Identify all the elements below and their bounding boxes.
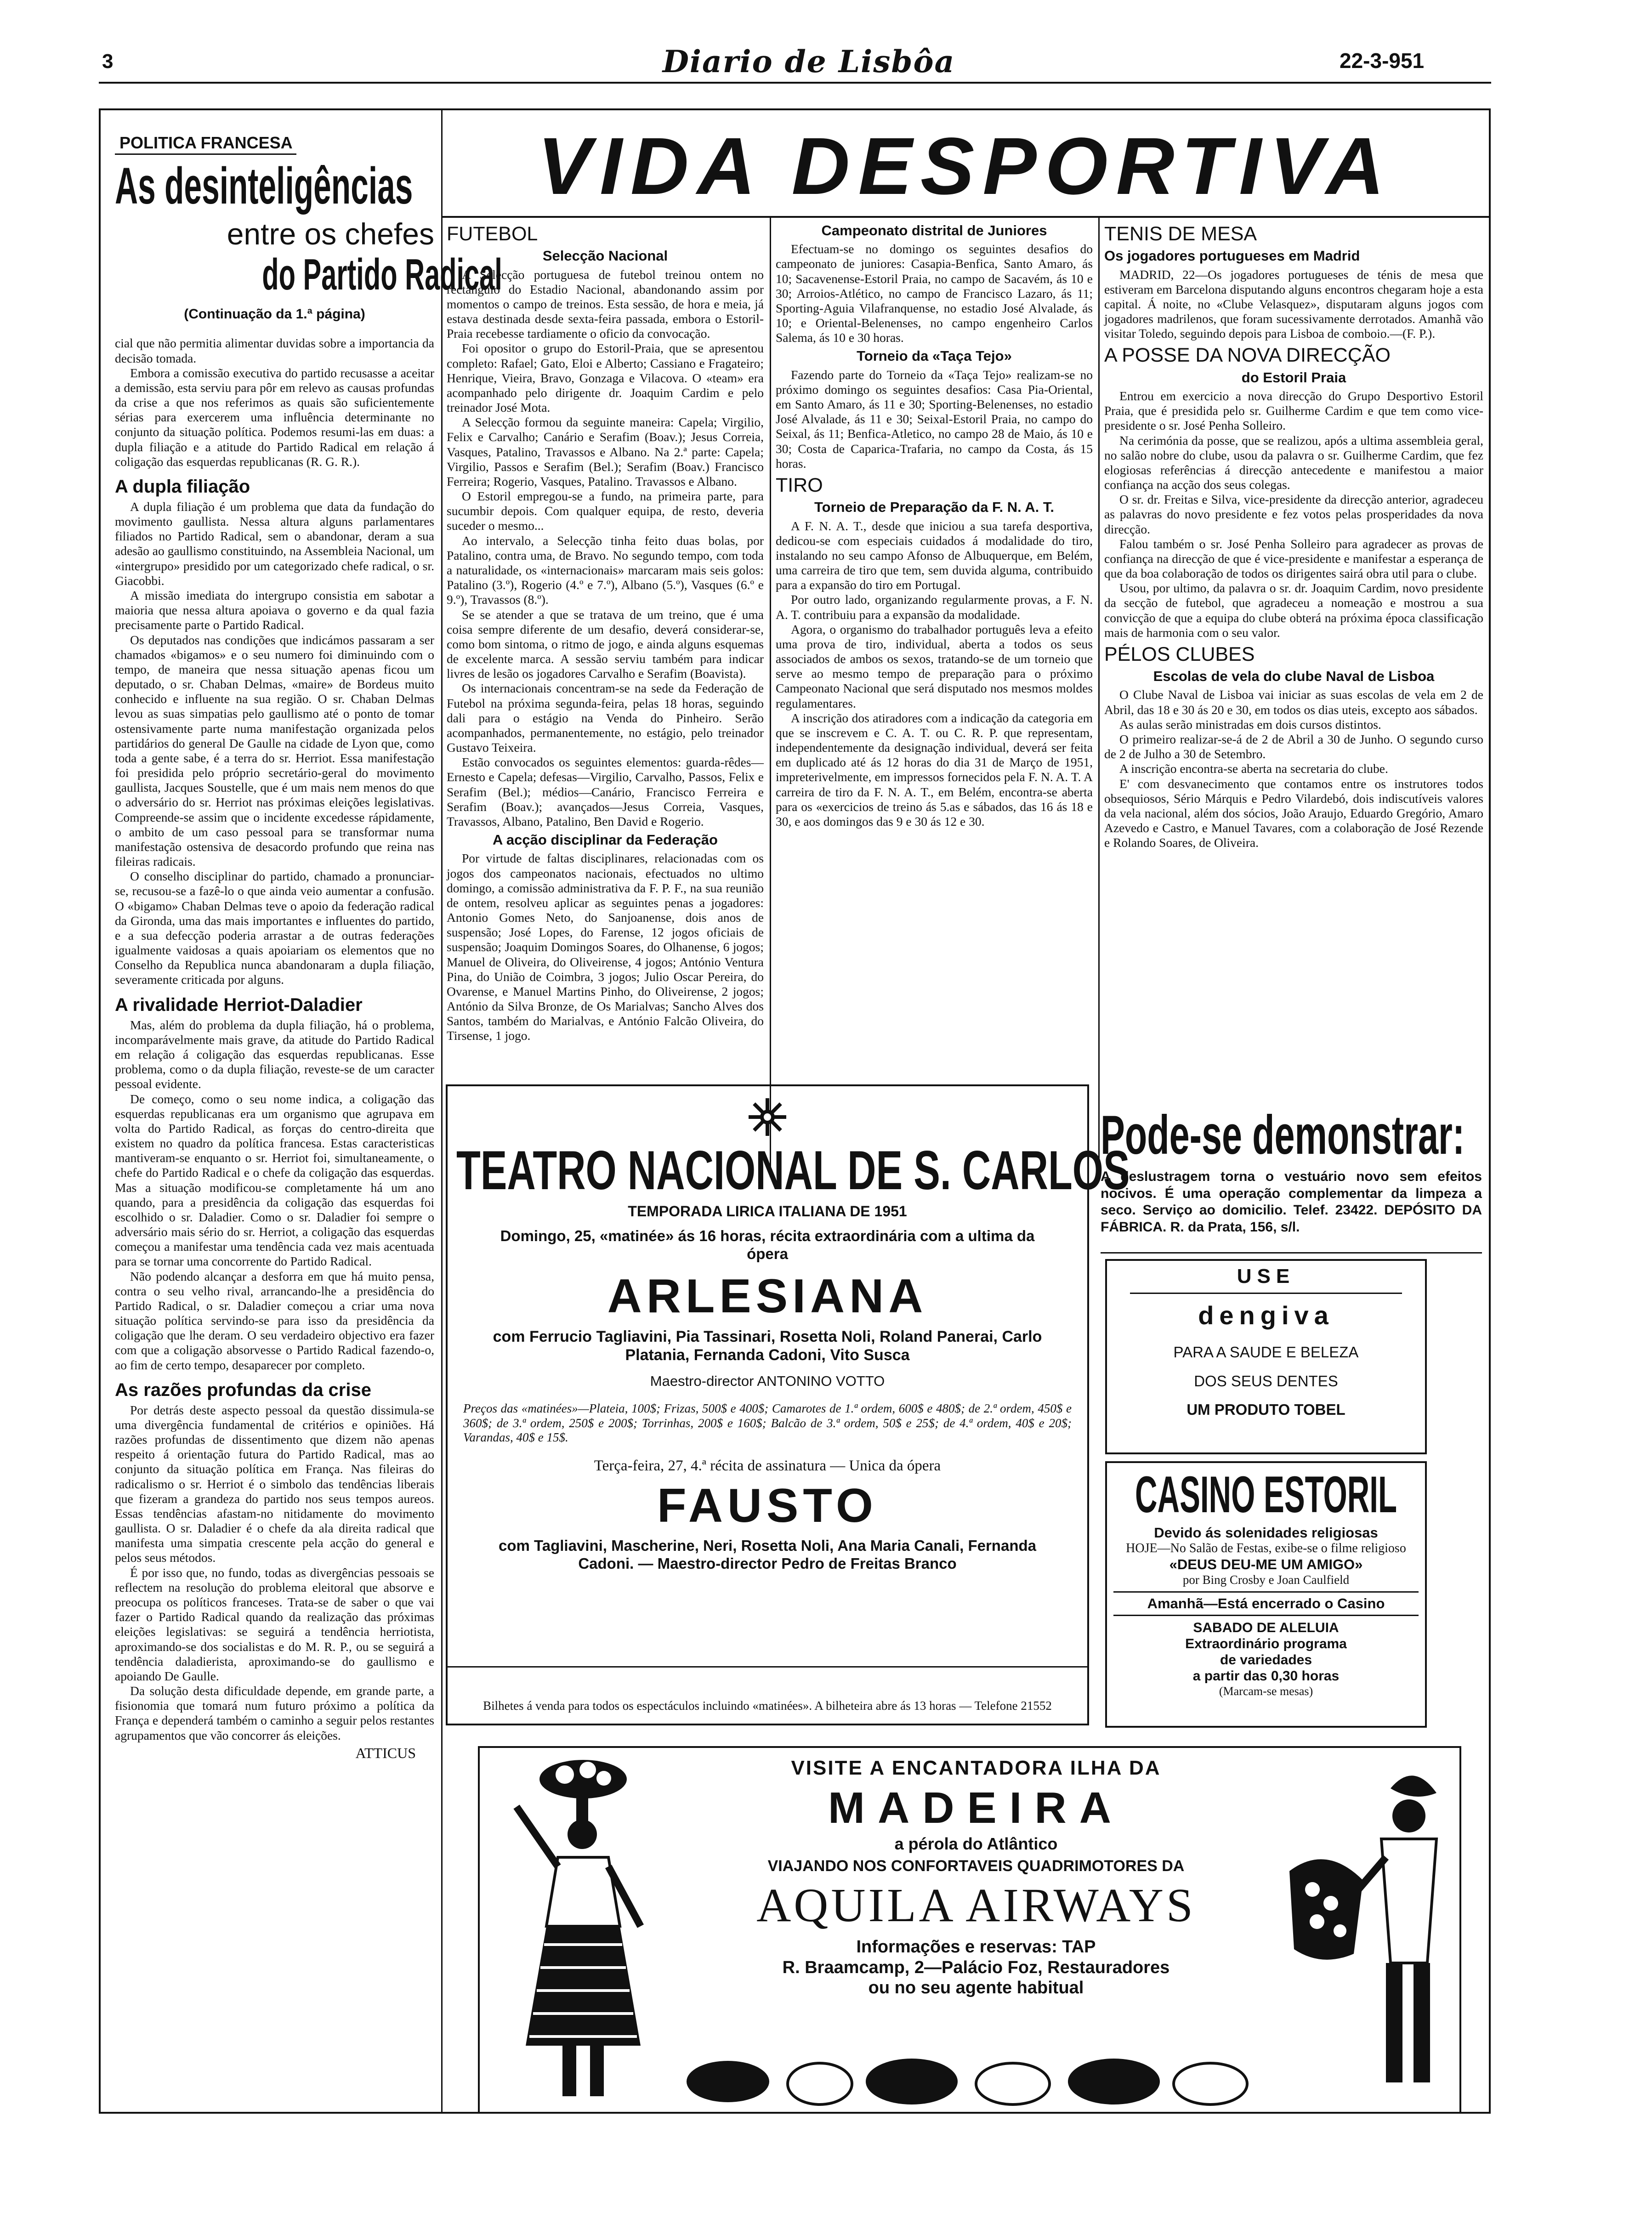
politics-paragraph: Da solução desta dificuldade depende, em grande parte, a fisionomia que tomará num futuro próximo a política da França e dependerá também o caminho a seguir pelos restantes agrupamentos que vão concorrer ás eleições. xyxy=(115,1684,434,1742)
politics-headline-3-wrap xyxy=(115,250,502,300)
ad-madeira-airline: AQUILA AIRWAYS xyxy=(756,1878,1196,1932)
sports-paragraph: Falou também o sr. José Penha Solleiro para agradecer as provas de confiança na direcção de que é vice-presidente e manifestar a esperança de que da boa colaboração de todos os dirigentes sairá obra util para o clube. xyxy=(1104,536,1483,581)
column-rule-2 xyxy=(1098,217,1100,1177)
sports-paragraph: O primeiro realizar-se-á de 2 de Abril a 30 de Junho. O segundo curso de 2 de Julho a 30 de Setembro. xyxy=(1104,732,1483,761)
politics-headline-1: As desinteligências xyxy=(115,157,413,215)
ad-casino-line-6: SABADO DE ALELUIA xyxy=(1193,1620,1339,1636)
ad-madeira xyxy=(478,1746,1461,2114)
ad-teatro-opera-2: FAUSTO xyxy=(657,1479,878,1533)
ad-madeira-line-3: VIAJANDO NOS CONFORTAVEIS QUADRIMOTORES DA xyxy=(767,1857,1185,1875)
ad-teatro-cast-1: com Ferrucio Tagliavini, Pia Tassinari, Rosetta Noli, Roland Panerai, Carlo Platania, Fernanda Cadoni, Vito Susca xyxy=(493,1328,1042,1364)
sports-column-3 xyxy=(1104,220,1483,1175)
sports-paragraph: Ao intervalo, a Selecção tinha feito duas bolas, por Patalino, contra uma, de Bravo. No segundo tempo, com toda a naturalidade, os «internacionais» marcaram mais seis golos: Patalino (3.º), Rogerio (4.º e 7.º), Albano (5.º), Vasques (6.º e 9.º), Travassos (8.º). xyxy=(447,533,764,607)
politics-paragraph: É por isso que, no fundo, todas as divergências pessoais se reflectem na resolução do problema eleitoral que absorve e preocupa os políticos franceses. Trata-se de saber o que vai fazer o Partido Radical quando da realização das próximas eleições legislativas: se seguirá a tendência herriotista, aproximando-se dos socialistas e do M. R. P., ou se seguirá a tendência daladierista, aproximando-se do gaullismo e apoiando De Gaulle. xyxy=(115,1565,434,1683)
sports-paragraph: Efectuam-se no domingo os seguintes desafios do campeonato de juniores: Casapia-Benfica, Santo Amaro, ás 10; Sacavenense-Estoril Praia, no campo de Sacavém, ás 10 e 30; Arroios-Atlético, no campo de Francisco Lazaro, ás 11; Sporting-Aguia Vilafranquense, no estadio José Alvalade, ás 10; e Oriental-Belenenses, no campo engenheiro Carlos Salema, ás 10 e 30 horas. xyxy=(776,242,1093,345)
ad-dengiva-line-2: DOS SEUS DENTES xyxy=(1194,1372,1338,1390)
sports-subheading: Torneio da «Taça Tejo» xyxy=(857,348,1012,364)
politics-subheading: A dupla filiação xyxy=(115,476,250,497)
sports-paragraph: A Selecção portuguesa de futebol treinou ontem no rectangulo do Estadio Nacional, abandonando assim por momentos o campo de treinos. Esta sessão, de hora e meia, já estava destinada desde sexta-feira passada, embora o Estoril-Praia recebesse tardiamente o oficio da convocação. xyxy=(447,267,764,341)
ad-teatro-season: TEMPORADA LIRICA ITALIANA DE 1951 xyxy=(628,1203,907,1220)
sports-column-1 xyxy=(447,220,764,1175)
sports-paragraph: Fazendo parte do Torneio da «Taça Tejo» realizam-se no próximo domingo os seguintes desafios: Casa Pia-Oriental, em Santo Amaro, ás 11 e 30; Sporting-Belenenses, no estadio José Alvalade, ás 11 e 30; Seixal-Estoril Praia, no campo do Seixal, ás 11; Benfica-Atletico, no campo 28 de Maio, ás 10 e 30; Costa de Caparica-Trafaria, no campo da Costa, ás 15 horas. xyxy=(776,367,1093,471)
ad-casino-line-7: Extraordinário programa xyxy=(1185,1636,1347,1652)
sports-paragraph: O Clube Naval de Lisboa vai iniciar as suas escolas de vela em 2 de Abril, das 18 e 30 ás 20 e 30, em todos os dias uteis, excepto aos sábados. xyxy=(1104,687,1483,717)
ad-madeira-text xyxy=(682,1756,1270,2050)
sports-subheading: Escolas de vela do clube Naval de Lisboa xyxy=(1153,668,1435,685)
sports-section-heading: TIRO xyxy=(776,474,823,496)
sports-paragraph: Entrou em exercicio a nova direcção do Grupo Desportivo Estoril Praia, que é presidida pelo sr. Guilherme Cardim e que tem como vice-presidente o sr. José Penha Solleiro. xyxy=(1104,388,1483,433)
politics-kicker: POLITICA FRANCESA xyxy=(115,133,296,155)
sports-subheading: do Estoril Praia xyxy=(1241,369,1346,386)
ad-teatro-opera-1: ARLESIANA xyxy=(607,1269,928,1323)
ad-casino-title: CASINO ESTORIL xyxy=(1135,1466,1397,1523)
ad-dengiva-brand: dengiva xyxy=(1198,1301,1334,1330)
ad-casino-line-9: a partir das 0,30 horas xyxy=(1192,1668,1340,1684)
ad-teatro-tickets: Bilhetes á venda para todos os espectáculos incluindo «matinées». A bilheteira abre ás 13 horas — Telefone 21552 xyxy=(483,1699,1052,1713)
politics-paragraph: A dupla filiação é um problema que data da fundação do movimento gaullista. Nessa altura alguns parlamentares filiados no Partido Radical, sem o abandonar, deram a sua adesão ao gaullismo constituindo, na Assembleia Nacional, um «intergrupo» presidido por um categorizado chefe radical, o sr. Giacobbi. xyxy=(115,499,434,588)
sports-paragraph: Se se atender a que se tratava de um treino, que é uma coisa sempre diferente de um desafio, deverá considerar-se, como bom sintoma, o ritmo de jogo, e ainda alguns esquemas de excelente marca. A sessão serviu também para indicar livres de lesão os jogadores Carvalho e Serafim (Boavista). xyxy=(447,607,764,681)
sports-paragraph: A F. N. A. T., desde que iniciou a sua tarefa desportiva, dedicou-se com especiais cuidados á modalidade do tiro, instalando no seu campo Afonso de Albuquerque, em Belém, uma carreira de tiro que tem, sem duvida alguma, contribuido para a expansão do tiro em Portugal. xyxy=(776,518,1093,592)
ad-madeira-line-4: Informações e reservas: TAP xyxy=(856,1937,1096,1957)
politics-headline xyxy=(115,159,434,214)
frame-right xyxy=(1489,109,1491,2113)
sports-paragraph: A inscrição encontra-se aberta na secretaria do clube. xyxy=(1119,761,1388,776)
politics-paragraph: cial que não permitia alimentar duvidas sobre a importancia da decisão tomada. xyxy=(115,336,434,365)
ad-teatro-title: TEATRO NACIONAL DE S. CARLOS xyxy=(456,1140,1130,1201)
ad-madeira-line-5: R. Braamcamp, 2—Palácio Foz, Restauradores xyxy=(782,1957,1170,1977)
ad-teatro-when-1: Domingo, 25, «matinée» ás 16 horas, récita extraordinária com a ultima da ópera xyxy=(500,1227,1035,1263)
sports-paragraph: MADRID, 22—Os jogadores portugueses de ténis de mesa que estiveram em Barcelona disputando alguns encontros chegaram hoje a esta capital. Á noite, no «Clube Velasquez», disputaram alguns jogos com jogadores madrilenos, que foram sucessivamente derrotados. Amanhã vão visitar Toledo, seguindo depois para Lisboa de comboio.—(F. P.). xyxy=(1104,267,1483,341)
ad-madeira-line-1: VISITE A ENCANTADORA ILHA DA xyxy=(791,1757,1161,1779)
sports-subheading: Campeonato distrital de Juniores xyxy=(821,222,1047,238)
sports-section-heading: TENIS DE MESA xyxy=(1104,223,1257,245)
sports-paragraph: O Estoril empregou-se a fundo, na primeira parte, para sucumbir depois. Com qualquer equipa, de resto, deveria suceder o mesmo... xyxy=(447,489,764,533)
frame-left xyxy=(99,109,101,2113)
politics-headline-2: entre os chefes xyxy=(227,217,434,251)
sports-paragraph: Por virtude de faltas disciplinares, relacionadas com os jogos dos campeonatos nacionais, efectuados no ultimo domingo, a comissão administrativa da F. P. F., na sua reunião de ontem, resolveu aplicar as seguintes penas a jogadores: Antonio Gomes Neto, do Sanjoanense, dois anos de suspensão; José Lopes, do Farense, 12 jogos oficiais de suspensão; Joaquim Domingos Soares, do Olhanense, 6 jogos; Manuel de Oliveira, do Oliveirense, 4 jogos; António Ventura Pina, do União de Coimbra, 3 jogos; Julio Oscar Pereira, do Ovarense, e Manuel Martins Pinho, do Oliveirense, 2 jogos; António da Silva Bronze, de Os Marialvas; Sancho Alves dos Santos, também do Marialvas, e António Falcão Oliveira, do Tirsense, 1 jogo. xyxy=(447,851,764,1043)
ad-teatro-when-2: Terça-feira, 27, 4.ª récita de assinatura — Unica da ópera xyxy=(594,1457,941,1474)
ad-dengiva-use: USE xyxy=(1130,1265,1402,1294)
sports-paragraph: O sr. dr. Freitas e Silva, vice-presidente da direcção anterior, agradeceu as palavras do novo presidente e fez votos pelas prosperidades da nova direcção. xyxy=(1104,492,1483,536)
ad-casino-line-8: de variedades xyxy=(1220,1652,1312,1668)
column-rule-1 xyxy=(770,217,771,1177)
ad-teatro-prices: Preços das «matinées»—Plateia, 100$; Frizas, 500$ e 400$; Camarotes de 1.ª ordem, 600$ e 480$; de 2.ª ordem, 450$ e 360$; de 3.ª ordem, 250$ e 200$; Torrinhas, 200$ e 160$; Balcão de 3.ª ordem, 50$ e 25$; de 4.ª ordem, 40$ e 20$; Varandas, 40$ e 15$. xyxy=(463,1401,1072,1445)
ad-casino-line-10: (Marcam-se mesas) xyxy=(1219,1684,1313,1698)
ad-casino-line-1: Devido ás solenidades religiosas xyxy=(1154,1525,1378,1541)
ad-madeira-line-6: ou no seu agente habitual xyxy=(868,1978,1084,1998)
sports-paragraph: A Selecção formou da seguinte maneira: Capela; Virgilio, Felix e Carvalho; Canário e Serafim (Boav.); Jesus Correia, Vasques, Patalino, Travassos e Albano. Na 2.ª parte: Capela; Virgilio, Passos e Serafim (Bel.); Serafim (Boav.) Francisco Ferreira; Rogerio, Vasques, Patalino. Travassos e Albano. xyxy=(447,415,764,488)
sports-banner: VIDA DESPORTIVA xyxy=(537,121,1393,211)
politics-subheading: A rivalidade Herriot-Daladier xyxy=(115,994,363,1015)
politics-paragraph: Os deputados nas condições que indicámos passaram a ser chamados «bigamos» e o seu numero foi diminuindo com o tempo, de maneira que nessa situação apenas ficou um deputado, o sr. Chaban Delmas, «maire» de Bordeus muito conhecido e influente na sua região. O sr. Chaban Delmas levou as suas simpatias pelo gaullismo até o ponto de tomar ostensivamente parte numa manifestação organizada pelos partidários do general De Gaulle na cidade de Lyon que, como toda a gente sabe, é a terra do sr. Herriot. Essa manifestação foi presidida pelo próprio secretário-geral do movimento gaullista, Jacques Soustelle, que é um mais nem menos do que o adversário do sr. Herriot nas próximas eleições legislativas. Compreende-se assim que o incidente excedesse rápidamente, o ambito de um caso pessoal para se transformar numa manifestação ostensiva de desacordo profundo que reina nas fileiras radicais. xyxy=(115,632,434,869)
sports-subheading: A acção disciplinar da Federação xyxy=(493,832,718,848)
politics-signature: ATTICUS xyxy=(355,1744,416,1761)
ad-teatro-divider xyxy=(448,1666,1087,1668)
sports-paragraph: Por outro lado, organizando regularmente provas, a F. N. A. T. contribuiu para a expansão da modalidade. xyxy=(776,592,1093,622)
ad-demonstrar-title-wrap xyxy=(1101,1105,1482,1165)
ad-teatro-title-wrap xyxy=(456,1140,1130,1201)
page-number: 3 xyxy=(102,50,114,73)
sports-section-heading: A POSSE DA NOVA DIRECÇÃO xyxy=(1104,344,1391,367)
column-rule-politics xyxy=(441,109,443,2113)
fruit-illustration xyxy=(673,2040,1270,2109)
frame-bottom xyxy=(99,2112,1491,2114)
politics-paragraph: O conselho disciplinar do partido, chamado a pronunciar-se, recusou-se a fazê-lo o que ainda veio aumentar a confusão. O «bigamo» Chaban Delmas teve o apoio da federação radical da Gironda, uma das mais importantes e influentes do partido, e a sua defecção poderia arrastar a de outras federações igualmente vaidosas a quais apoiariam os elementos que no Conselho da Republica nunca abandonaram a dupla filiação, severamente criticada por alguns. xyxy=(115,869,434,987)
politics-subheading: As razões profundas da crise xyxy=(115,1379,371,1400)
sports-paragraph: As aulas serão ministradas em dois cursos distintos. xyxy=(1119,717,1381,732)
ad-casino-line-3: «DEUS DEU-ME UM AMIGO» xyxy=(1169,1556,1363,1573)
politics-paragraph: Mas, além do problema da dupla filiação, há o problema, incomparávelmente mais grave, da atitude do Partido Radical em relação á coligação das esquerdas republicanas. Esse problema, como o da dupla filiação, reveste-se de um caracter pessoal evidente. xyxy=(115,1017,434,1091)
masthead: Diario de Lisbôa xyxy=(662,44,955,79)
issue-date: 22-3-951 xyxy=(1340,49,1425,73)
ad-dengiva xyxy=(1105,1259,1427,1454)
politics-paragraph: Por detrás deste aspecto pessoal da questão dissimula-se uma divergência fundamental de critérios e opiniões. Há razões profundas de dissentimento que dizem não apenas respeito á orientação futura do Partido Radical, mas ao conjunto da situação política em França. Nas fileiras do radicalismo o sr. Herriot é o simbolo das tendências liberais que fizeram a grandeza do partido nos seus tempos aureos. Essas tendências afastam-no nitidamente do movimento gaullista. O sr. Daladier é o chefe da ala direita radical que manifesta uma simpatia crescente pela acção do general e pelos seus métodos. xyxy=(115,1402,434,1565)
ad-casino-line-2: HOJE—No Salão de Festas, exibe-se o filme religioso xyxy=(1126,1541,1406,1556)
ad-casino xyxy=(1105,1461,1427,1728)
ad-teatro xyxy=(446,1084,1130,1725)
ad-dengiva-line-1: PARA A SAUDE E BELEZA xyxy=(1173,1343,1359,1361)
sports-paragraph: Os internacionais concentram-se na sede da Federação de Futebol na próxima segunda-feira, pelas 18 horas, seguindo dali para o estágio na Venda do Pinheiro. Serão acompanhados, permanentemente, no estágio, pelo treinador Gustavo Teixeira. xyxy=(447,681,764,755)
sports-paragraph: Foi opositor o grupo do Estoril-Praia, que se apresentou completo: Rafael; Gato, Eloi e Alberto; Cassiano e Fragateiro; Henrique, Vieira, Bravo, Gonzaga e Vilacova. O «team» era acompanhado pelo dirigente dr. Joaquim Cardim e pelo treinador José Mota. xyxy=(447,341,764,415)
madeira-woman-illustration xyxy=(489,1752,682,2110)
ad-dengiva-line-3: UM PRODUTO TOBEL xyxy=(1186,1401,1345,1418)
sports-subheading: Os jogadores portugueses em Madrid xyxy=(1104,248,1360,264)
ad-demonstrar xyxy=(1101,1105,1482,1252)
madeira-man-illustration xyxy=(1262,1752,1455,2110)
sports-paragraph: Estão convocados os seguintes elementos: guarda-rêdes—Ernesto e Capela; defesas—Virgilio, Carvalho, Passos, Felix e Serafim (Bel.); médios—Canário, Francisco Ferreira e Serafim (Boav.); avançados—Jesus Correia, Vasques, Travassos, Albano, Patalino, Ben David e Rogerio. xyxy=(447,755,764,828)
ad-demonstrar-body: A deslustragem torna o vestuário novo sem efeitos nocivos. É uma operação complementar da limpeza a seco. Serviço ao domicilio. Telef. 23422. DEPÓSITO DA FÁBRICA. R. da Prata, 156, s/l. xyxy=(1101,1169,1482,1235)
ad-teatro-cast-2: com Tagliavini, Mascherine, Neri, Rosetta Noli, Ana Maria Canali, Fernanda Cadoni. — Maestro-director Pedro de Freitas Branco xyxy=(499,1537,1036,1572)
ad-demonstrar-title: Pode-se demonstrar: xyxy=(1101,1104,1465,1166)
ad-madeira-line-2: a pérola do Atlântico xyxy=(894,1834,1058,1853)
sports-section-heading: FUTEBOL xyxy=(447,223,538,245)
banner-rule xyxy=(442,216,1489,218)
sports-paragraph: E' com desvanecimento que contamos entre os instrutores todos obsequiosos, Sério Márquis e Pedro Vilardebó, dois indiscutíveis valores da vela nacional, além dos sócios, João Araujo, Eduardo Gregório, Amaro Azevedo e Castro, e Manuel Tavares, com a colaboração de José Rezende e Rolando Soares, de Oliveira. xyxy=(1104,776,1483,850)
politics-continuation: (Continuação da 1.ª página) xyxy=(184,306,365,322)
politics-paragraph: Embora a comissão executiva do partido recusasse a aceitar a demissão, esta serviu para pôr em relevo as causas profundas da crise a que nos referimos as quais são suficientemente sérias para exercerem uma influência determinante no conjunto da situação política. Podemos resumi-las em duas: a dupla filiação e a atitude do Partido Radical em relação á coligação das esquerdas republicanas (R. G. R.). xyxy=(115,365,434,469)
ad-casino-line-5: Amanhã—Está encerrado o Casino xyxy=(1113,1591,1419,1616)
politics-paragraph: De começo, como o seu nome indica, a coligação das esquerdas republicanas era um organismo que agrupava em volta do Partido Radical, as forças do centro-direita que existem no quadro da política francesa. Estas caracteristicas mantiveram-se enquanto o sr. Herriot foi, simultaneamente, o chefe do Partido Radical e o chefe da coligação das esquerdas. Mas a situação modificou-se completamente há um ano quando, para a presidência da coligação das esquerdas foi escolhido o sr. Daladier. Como o sr. Daladier foi sempre o adversário mais sério do sr. Herriot, a coligação das esquerdas começou a manifestar uma tendência cada vez mais acentuada para se tornar uma concorrente do Partido Radical. xyxy=(115,1091,434,1269)
frame-top xyxy=(99,108,1491,110)
ad-demonstrar-rule xyxy=(1101,1252,1482,1254)
header-rule xyxy=(99,82,1491,84)
sports-paragraph: Agora, o organismo do trabalhador português leva a efeito uma prova de tiro, individual, aberta a todos os seus associados de ambos os sexos, tratando-se de um torneio que serve ao mesmo tempo de preparação para o próximo Campeonato Nacional que será disputado nos mesmos moldes regulamentares. xyxy=(776,622,1093,710)
politics-paragraph: Não podendo alcançar a desforra em que há muito pensa, contra o seu velho rival, arrancando-lhe a presidência do Partido Radical, o sr. Daladier começou a criar uma nova situação política servindo-se para isso da presidência da coligação que lhe deram. O seu verdadeiro objectivo era fazer com que a coligação absorvesse o Partido Radical fazendo-o, ao fim de certo tempo, desaparecer por completo. xyxy=(115,1269,434,1372)
sports-column-2 xyxy=(776,220,1093,1175)
sports-subheading: Selecção Nacional xyxy=(542,248,668,264)
ad-teatro-conductor-1: Maestro-director ANTONINO VOTTO xyxy=(650,1373,885,1389)
sports-paragraph: A inscrição dos atiradores com a indicação da categoria em que se inscrevem e C. A. T. ou C. R. P. que representam, independentemente da designação individual, deverá ser feita em duplicado até ás 12 horas do dia 31 de Março de 1951, impreterivelmente, em impressos fornecidos pela F. N. A. T. A carreira de tiro da F. N. A. T., em Belém, encontra-se aberta para os «exercicios de treino ás 5.as e sábados, das 16 ás 18 e 30, e aos domingos das 9 e 30 ás 12 e 30. xyxy=(776,710,1093,828)
ad-madeira-title: MADEIRA xyxy=(828,1783,1124,1833)
royal-crest-icon xyxy=(747,1096,788,1138)
sports-subheading: Torneio de Preparação da F. N. A. T. xyxy=(814,499,1054,516)
ad-casino-line-4: por Bing Crosby e Joan Caulfield xyxy=(1182,1573,1350,1587)
politics-headline-3: do Partido Radical xyxy=(262,250,502,300)
sports-paragraph: Na cerimónia da posse, que se realizou, após a ultima assembleia geral, no salão nobre do clube, usou da palavra o sr. Guilherme Cardim, que fez elogiosas referências á direcção antecedente e manifestou a maior confiança na acção dos seus colegas. xyxy=(1104,433,1483,492)
politics-paragraph: A missão imediata do intergrupo consistia em sabotar a maioria que nessa altura apoiava o governo e da qual fazia precisamente parte o Partido Radical. xyxy=(115,588,434,632)
ad-casino-title-wrap xyxy=(1113,1467,1419,1523)
sports-paragraph: Usou, por ultimo, da palavra o sr. dr. Joaquim Cardim, novo presidente da secção de futebol, que agradeceu a nomeação e mostrou a sua convicção de que a equipa do clube obterá na próxima época classificação mais de harmonia com o seu valor. xyxy=(1104,581,1483,640)
sports-section-heading: PÉLOS CLUBES xyxy=(1104,643,1255,665)
